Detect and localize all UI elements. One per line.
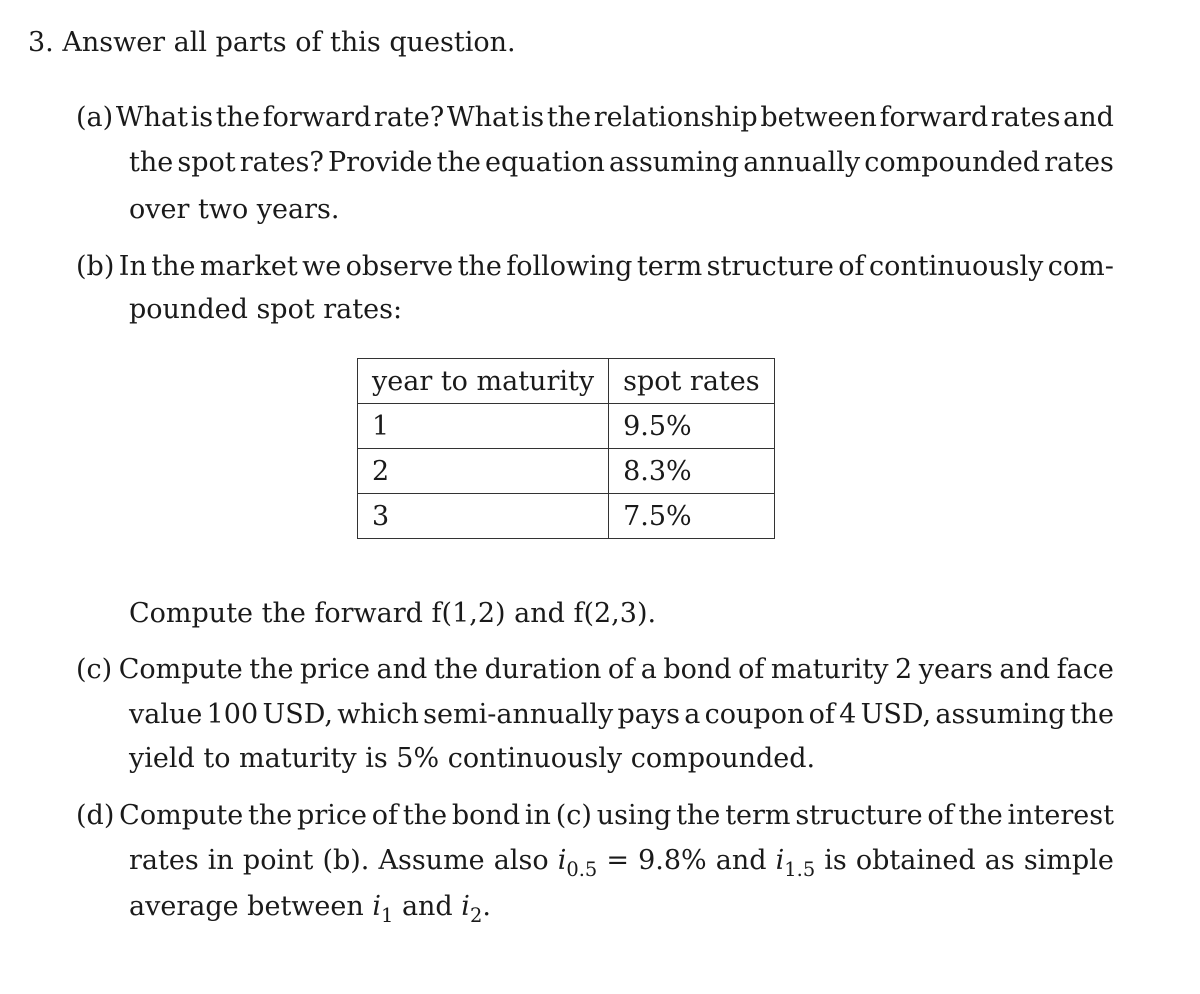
word: face — [1056, 654, 1114, 685]
word: the — [402, 800, 448, 831]
word: rates? — [239, 147, 324, 178]
word: observe — [345, 251, 454, 282]
math-i-1-5: $i_{1.5}$ — [775, 845, 816, 881]
column-header-maturity: year to maturity — [358, 359, 609, 404]
word: of — [607, 654, 635, 685]
word: (d) — [76, 800, 115, 831]
word: market — [199, 251, 298, 282]
word: the — [457, 251, 502, 282]
word: What — [446, 102, 519, 133]
table-cell-maturity: 2 — [358, 449, 609, 494]
part-b-line-1 — [76, 253, 1114, 280]
word: duration — [484, 654, 602, 685]
word: a — [684, 699, 701, 730]
word: of — [371, 800, 399, 831]
part-d-line-2: rates in point (b). Assume also $i_{0.5}$ = 9.8% and $i_{1.5}$ is obtained as simple — [129, 845, 1114, 881]
word: maturity — [770, 654, 889, 685]
word: between — [760, 102, 877, 133]
word: (b) — [76, 251, 115, 282]
table-header-row — [358, 359, 775, 404]
math-i-2: i — [461, 891, 470, 922]
word: is — [521, 102, 545, 133]
word: continuously — [868, 251, 1044, 282]
word: annually — [743, 147, 861, 178]
word: the — [249, 654, 294, 685]
part-c-line-1 — [76, 656, 1114, 683]
part-c-line-2 — [129, 701, 1114, 728]
word: of — [738, 654, 765, 685]
word: we — [302, 251, 342, 282]
word: of — [838, 251, 865, 282]
word: and — [376, 654, 428, 685]
word: price — [297, 800, 367, 831]
math-i-0-5: $i_{0.5}$ — [557, 845, 598, 881]
word: Compute — [118, 654, 243, 685]
word: Provide — [328, 147, 433, 178]
word: relationship — [593, 102, 758, 133]
question-heading: 3. Answer all parts of this question. — [28, 27, 516, 58]
word: What — [115, 102, 188, 133]
word: assuming — [935, 699, 1066, 730]
word: assuming — [608, 147, 740, 178]
word: (a) — [76, 102, 114, 133]
part-d-line-3: average between $i_1$ and $i_2$. — [129, 891, 491, 927]
word: 2 — [895, 654, 913, 685]
word: equation — [484, 147, 605, 178]
word: the — [433, 654, 479, 685]
word: (c) — [555, 800, 592, 831]
word: the — [1069, 699, 1114, 730]
word: coupon — [704, 699, 805, 730]
word: of — [808, 699, 835, 730]
word: spot — [177, 147, 236, 178]
word: is — [190, 102, 214, 133]
word: the — [215, 102, 260, 133]
word: forward — [262, 102, 372, 133]
part-b-line-2: pounded spot rates: — [129, 294, 403, 325]
word: rates — [1044, 147, 1114, 178]
table-cell-maturity: 1 — [358, 404, 609, 449]
word: 4 — [839, 699, 857, 730]
word: pays — [617, 699, 681, 730]
word: the — [676, 800, 721, 831]
spot-rate-table — [357, 358, 775, 539]
table-row — [358, 494, 775, 539]
word: the — [248, 800, 293, 831]
word: and — [999, 654, 1051, 685]
word: 100 — [206, 699, 259, 730]
word: the — [151, 251, 196, 282]
word: and — [1063, 102, 1114, 133]
word: which — [337, 699, 419, 730]
word: structure — [706, 251, 834, 282]
word: term — [725, 800, 791, 831]
word: the — [546, 102, 592, 133]
word: value — [129, 699, 203, 730]
column-header-spot-rates: spot rates — [609, 359, 775, 404]
part-a-line-3: over two years. — [129, 194, 340, 225]
math-i-1: i — [372, 891, 381, 922]
table-cell-spot-rate: 8.3% — [609, 449, 775, 494]
word: structure — [795, 800, 923, 831]
word: rates — [990, 102, 1061, 133]
table-cell-spot-rate: 7.5% — [609, 494, 775, 539]
table-cell-maturity: 3 — [358, 494, 609, 539]
part-a-line-1 — [76, 104, 1114, 131]
table-row — [358, 404, 775, 449]
word: the — [129, 147, 174, 178]
word: following — [506, 251, 633, 282]
table-row — [358, 449, 775, 494]
table-cell-spot-rate: 9.5% — [609, 404, 775, 449]
word: a — [640, 654, 657, 685]
word: USD, — [860, 699, 932, 730]
part-d-line-1 — [76, 802, 1114, 829]
word: years — [918, 654, 993, 685]
part-c-line-3: yield to maturity is 5% continuously compounded. — [129, 743, 816, 774]
part-b-compute-instruction: Compute the forward f(1,2) and f(2,3). — [129, 598, 657, 629]
word: bond — [663, 654, 732, 685]
word: price — [300, 654, 370, 685]
word: interest — [1007, 800, 1114, 831]
word: using — [596, 800, 672, 831]
word: term — [636, 251, 703, 282]
part-a-line-2 — [129, 149, 1114, 176]
word: semi-annually — [423, 699, 614, 730]
word: USD, — [262, 699, 333, 730]
word: Compute — [119, 800, 244, 831]
word: compounded — [864, 147, 1041, 178]
word: rate? — [373, 102, 445, 133]
word: In — [118, 251, 147, 282]
word: the — [958, 800, 1003, 831]
word: the — [436, 147, 481, 178]
word: in — [524, 800, 551, 831]
word: bond — [451, 800, 521, 831]
word: com- — [1047, 251, 1114, 282]
word: of — [927, 800, 954, 831]
word: forward — [879, 102, 989, 133]
word: (c) — [76, 654, 113, 685]
